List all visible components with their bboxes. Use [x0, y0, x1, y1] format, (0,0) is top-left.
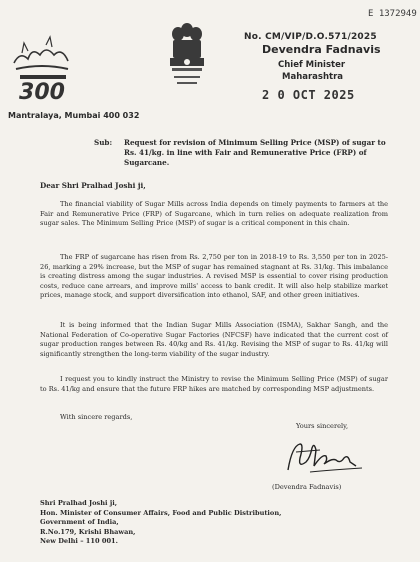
- sender-state: Maharashtra: [282, 72, 344, 82]
- received-date-stamp: 2 0 OCT 2025: [262, 88, 355, 102]
- reference-number: No. CM/VIP/D.O.571/2025: [244, 32, 377, 42]
- paragraph-text: The FRP of sugarcane has risen from Rs. 2,750 per ton in 2018-19 to Rs. 3,550 per ton in 2025-26, marking a 29% increase, but the MSP of sugar has remained stagnant at Rs. 31/kg. This imbalance is creating distress among the sugar industries. A revised MSP is essential to cover rising production costs, reduce cane arrears, and improve mills' access to bank credit. It will also help stabilize market prices, manage stock, and support diversification into ethanol, SAF, and other green initiatives.: [40, 253, 388, 300]
- body-paragraph-3: [40, 321, 388, 359]
- yours-sincerely: Yours sincerely,: [296, 422, 349, 430]
- addressee-address-line-1: R.No.179, Krishi Bhawan,: [40, 527, 136, 536]
- national-emblem: [164, 20, 210, 92]
- paragraph-text: The financial viability of Sugar Mills across India depends on timely payments to farmers at the Fair and Remunerative Price (FRP) of Sugarcane, which in turn relies on adequate realization from sugar sales. The Minimum Selling Price (MSP) of sugar is a critical component in this chain.: [40, 200, 388, 228]
- salutation: Dear Shri Pralhad Joshi ji,: [40, 181, 146, 190]
- office-address: Mantralaya, Mumbai 400 032: [8, 111, 140, 120]
- subject-text: Request for revision of Minimum Selling Price (MSP) of sugar to Rs. 41/kg. in line with Fair and Remunerative Price (FRP) of Sugarcane.: [124, 138, 386, 167]
- sender-title: Chief Minister: [278, 60, 346, 70]
- subject-label: Sub:: [94, 138, 113, 147]
- addressee-name: Shri Pralhad Joshi ji,: [40, 499, 118, 507]
- body-paragraph-1: [40, 200, 388, 229]
- anniversary-logo: [6, 33, 78, 105]
- body-paragraph-2: [40, 253, 388, 301]
- body-paragraph-4: [40, 375, 388, 394]
- paragraph-text: It is being informed that the Indian Sugar Mills Association (ISMA), Sakhar Sangh, and the National Federation of Co-operative Sugar Factories (NFCSF) have indicated that the current cost of sugar production ranges between Rs. 40/kg and Rs. 41/kg. Revising the MSP of sugar to Rs. 41/kg will significantly strengthen the long-term viability of the sugar industry.: [40, 321, 388, 358]
- closing-line: With sincere regards,: [60, 413, 133, 421]
- serial-number: E 1372949: [368, 9, 417, 19]
- addressee-block: [40, 499, 281, 547]
- paragraph-text: I request you to kindly instruct the Ministry to revise the Minimum Selling Price (MSP) of sugar to Rs. 41/kg and ensure that the future FRP hikes are matched by corresponding MSP adjustments.: [40, 375, 388, 393]
- addressee-address-line-2: New Delhi – 110 001.: [40, 537, 118, 546]
- handwritten-signature: [270, 436, 380, 478]
- signee-name: (Devendra Fadnavis): [272, 483, 342, 491]
- sender-name: Devendra Fadnavis: [262, 43, 381, 56]
- addressee-designation: Hon. Minister of Consumer Affairs, Food and Public Distribution,: [40, 508, 282, 517]
- svg-text:300: 300: [19, 80, 65, 105]
- addressee-organization: Government of India,: [40, 518, 119, 527]
